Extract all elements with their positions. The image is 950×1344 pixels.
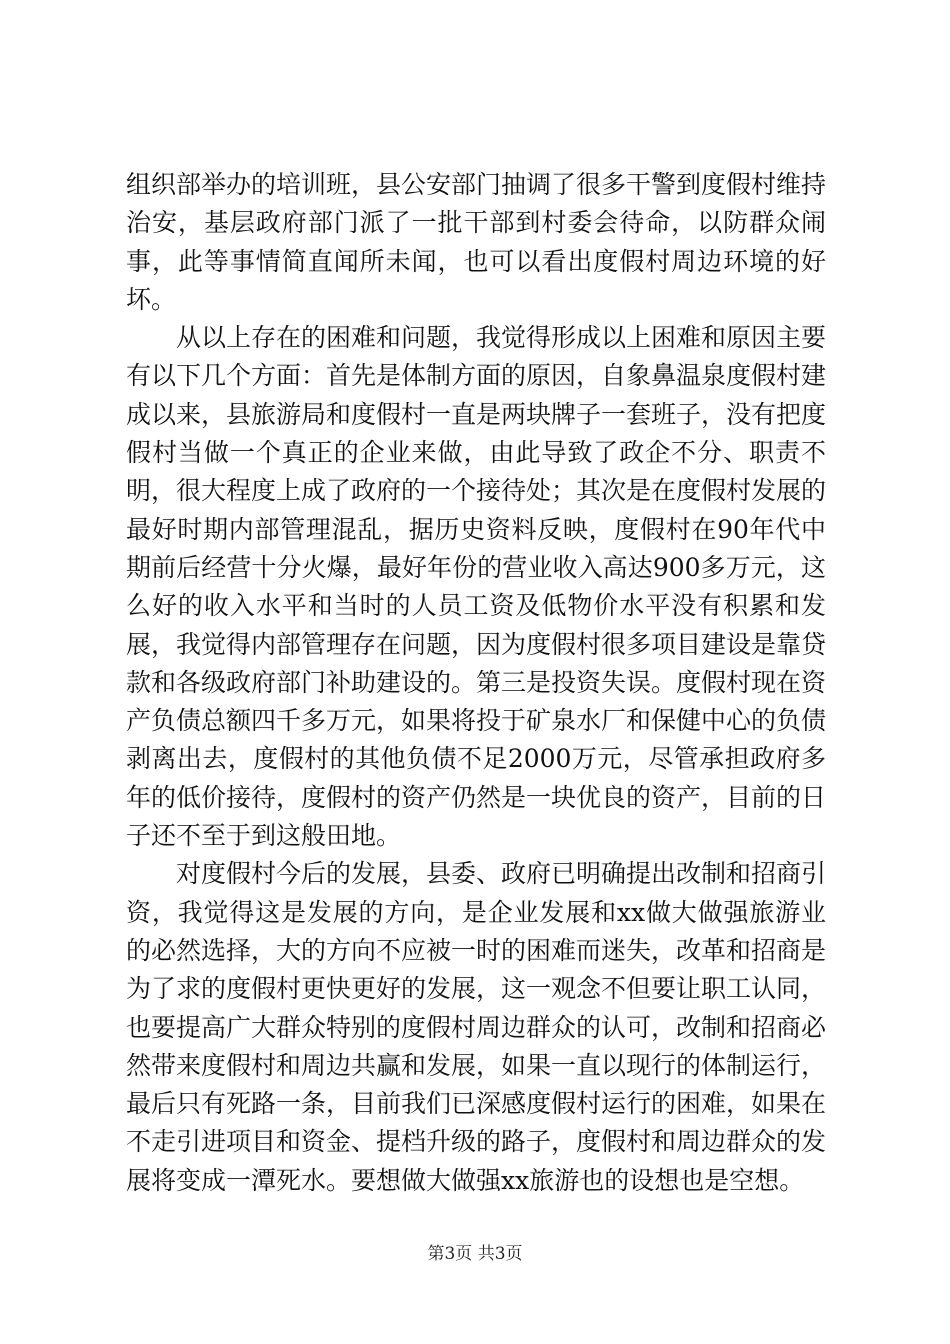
page-number-footer: 第3页 共3页 <box>427 1244 523 1264</box>
paragraph-future-development: 对度假村今后的发展，县委、政府已明确提出改制和招商引资，我觉得这是发展的方向，是企业发展和xx做大做强旅游业的必然选择，大的方向不应被一时的困难而迷失，改革和招商是为了求的度假村更快更好的发展，这一观念不但要让职工认同，也要提高广大群众特别的度假村周边群众的认可，改制和招商必然带来度假村和周边共赢和发展，如果一直以现行的体制运行，最后只有死路一条，目前我们已深感度假村运行的困难，如果在不走引进项目和资金、提档升级的路子，度假村和周边群众的发展将变成一潭死水。要想做大做强xx旅游也的设想也是空想。 <box>126 859 827 1195</box>
paragraph-causes: 从以上存在的困难和问题，我觉得形成以上困难和原因主要有以下几个方面：首先是体制方面的原因，自象鼻温泉度假村建成以来，县旅游局和度假村一直是两块牌子一套班子，没有把度假村当做一个真正的企业来做，由此导致了政企不分、职责不明，很大程度上成了政府的一个接待处；其次是在度假村发展的最好时期内部管理混乱，据历史资料反映，度假村在90年代中期前后经营十分火爆，最好年份的营业收入高达900多万元，这么好的收入水平和当时的人员工资及低物价水平没有积累和发展，我觉得内部管理存在问题，因为度假村很多项目建设是靠贷款和各级政府部门补助建设的。第三是投资失误。度假村现在资产负债总额四千多万元，如果将投于矿泉水厂和保健中心的负债剥离出去，度假村的其他负债不足2000万元，尽管承担政府多年的低价接待，度假村的资产仍然是一块优良的资产，目前的日子还不至于到这般田地。 <box>126 323 827 851</box>
document-body <box>126 166 826 1200</box>
paragraph-continuation: 组织部举办的培训班，县公安部门抽调了很多干警到度假村维持治安，基层政府部门派了一批干部到村委会待命，以防群众闹事，此等事情简直闻所未闻，也可以看出度假村周边环境的好坏。 <box>126 170 827 314</box>
